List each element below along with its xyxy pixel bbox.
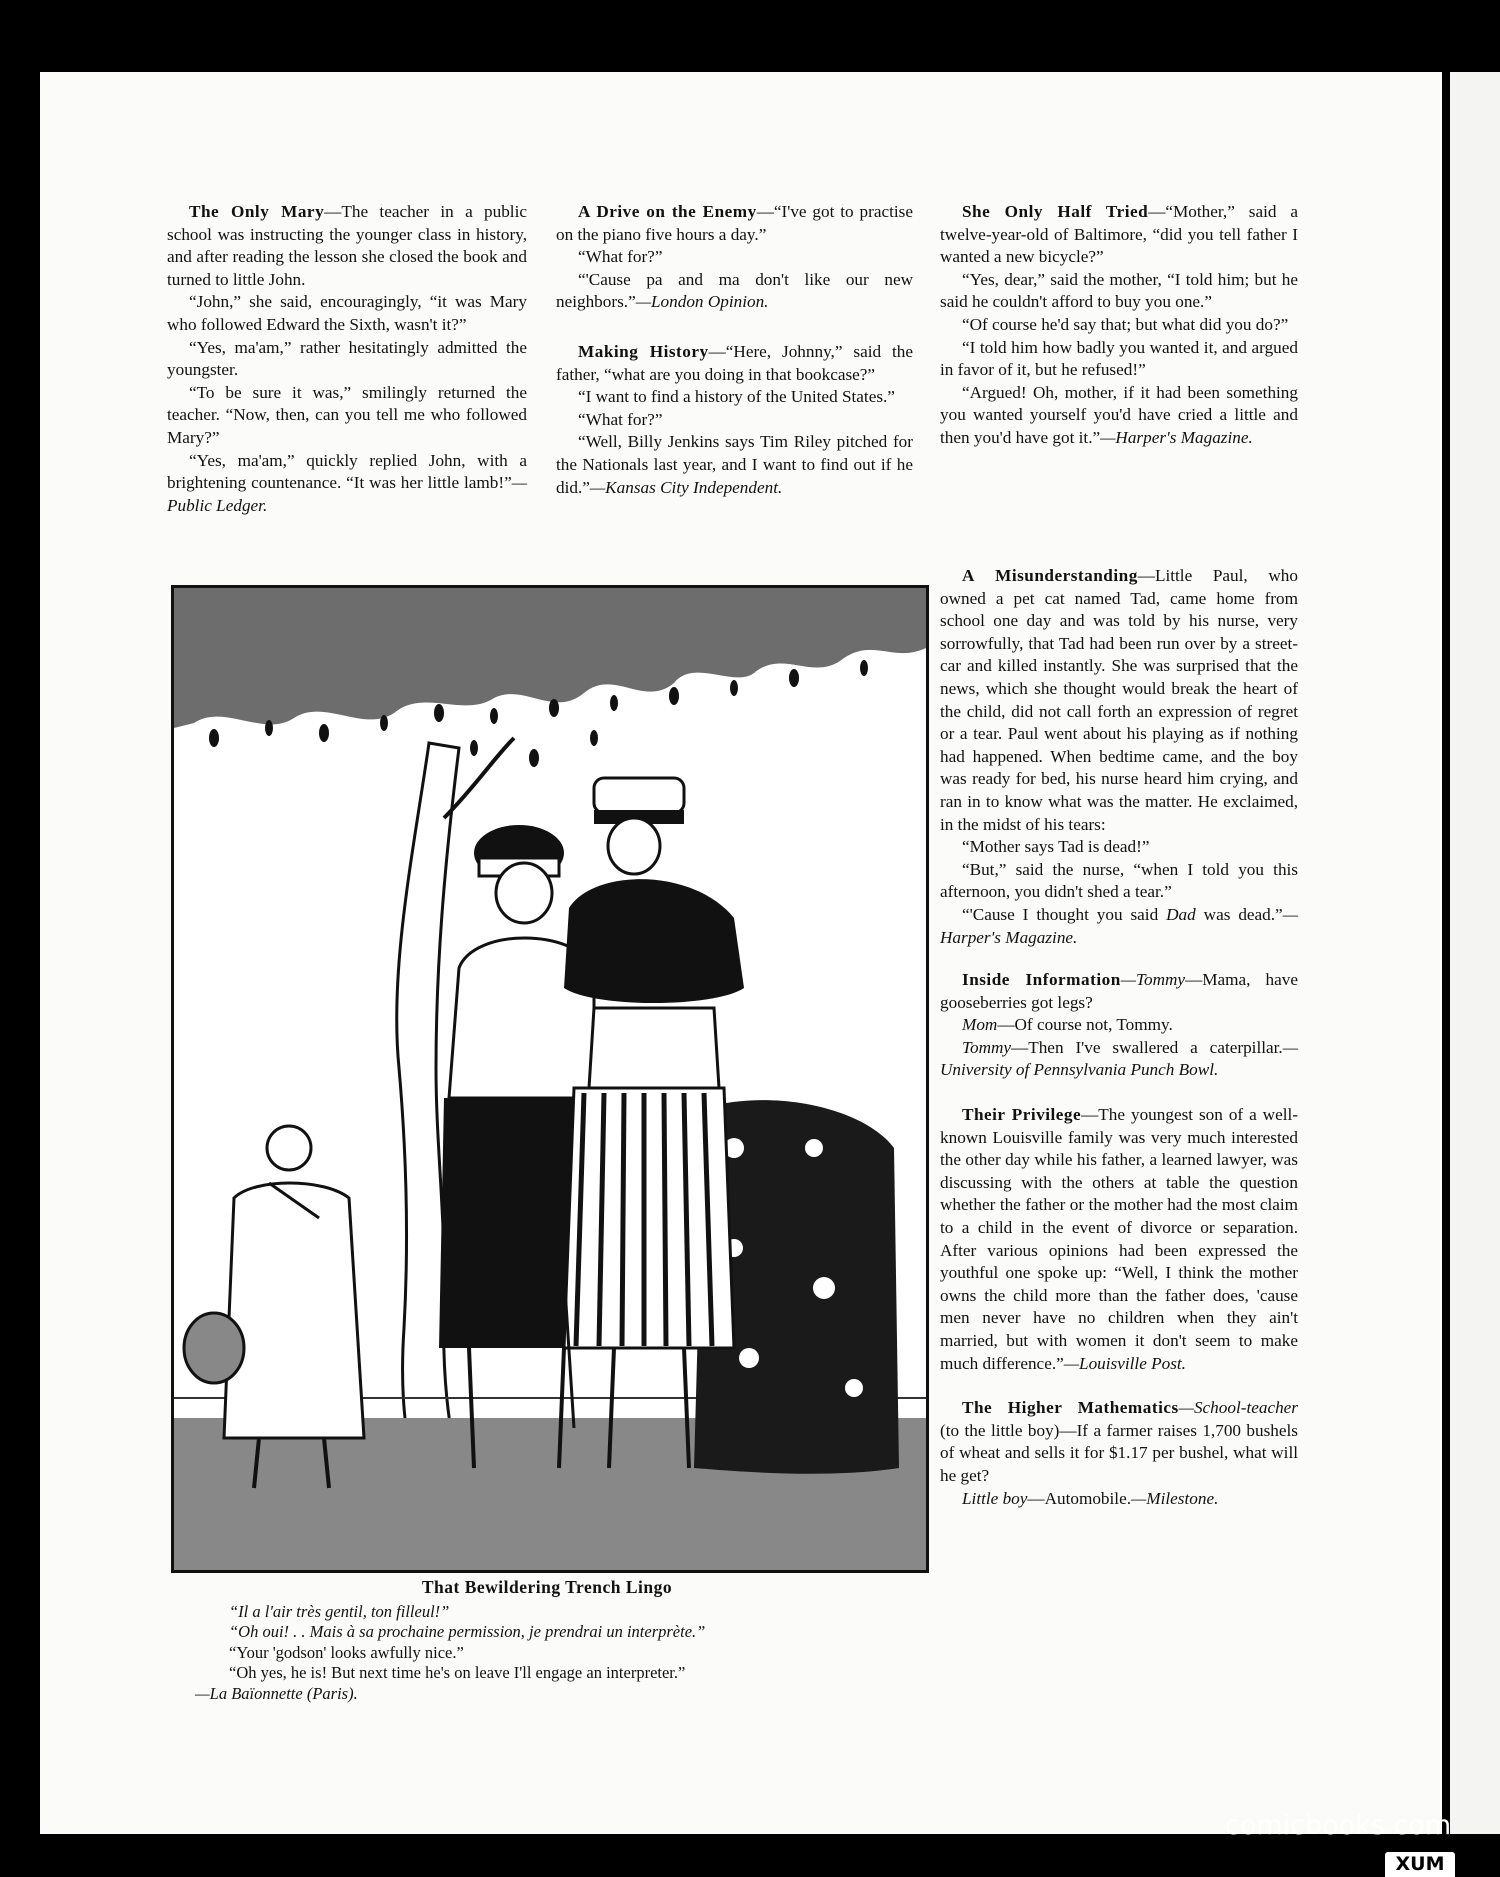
- story-source: —Kansas City Independent.: [589, 477, 783, 497]
- story-heading: A Misunderstanding: [962, 566, 1138, 585]
- caption-source: —La Baïonnette (Paris).: [195, 1683, 358, 1703]
- cartoon-title: That Bewildering Trench Lingo: [421, 1577, 673, 1597]
- story-text: —“Mother,” said a twelve-year-old of Baltimore, “did you tell father I wanted a new bicycle?”: [940, 202, 1298, 267]
- story-paragraph: “Well, Billy Jenkins says Tim Riley pitched for the Nationals last year, and I want to find out if he did.”: [556, 432, 913, 497]
- story-paragraph: “'Cause pa and ma don't like our new neighbors.”: [556, 269, 913, 312]
- story-source: —London Opinion.: [635, 292, 769, 312]
- story-paragraph: “Mother says Tad is dead!”: [962, 837, 1150, 857]
- story-text: —Of course not, Tommy.: [997, 1015, 1173, 1035]
- story-higher-mathematics: [940, 1397, 1298, 1510]
- story-half-tried: [940, 201, 1298, 450]
- cartoon-caption: [171, 1577, 923, 1704]
- story-emphasis: Dad: [1166, 904, 1196, 924]
- story-paragraph: “Yes, ma'am,” rather hesitatingly admitted the youngster.: [167, 337, 527, 380]
- watermark-text: comicbooks.com: [1225, 1810, 1452, 1841]
- story-source: —Public Ledger.: [167, 473, 527, 515]
- story-heading: She Only Half Tried: [962, 202, 1149, 221]
- story-heading: The Only Mary: [189, 202, 325, 221]
- page-gutter: [1442, 72, 1450, 1834]
- story-paragraph: was dead.”: [1195, 904, 1283, 924]
- caption-english-line: “Your 'godson' looks awfully nice.”: [229, 1642, 464, 1662]
- column-3-top: [940, 201, 1298, 468]
- next-page-edge: [1450, 72, 1500, 1834]
- cartoon-drawing: [174, 588, 926, 1570]
- story-paragraph: “Yes, dear,” said the mother, “I told him; but he said he couldn't afford to buy you one.”: [940, 269, 1298, 312]
- column-1: [167, 201, 527, 535]
- story-heading: The Higher Mathematics: [962, 1398, 1179, 1418]
- speaker: Little boy: [962, 1488, 1028, 1508]
- story-paragraph: “What for?”: [578, 409, 663, 429]
- story-text: —Automobile.: [1027, 1488, 1132, 1508]
- column-2: [556, 201, 913, 517]
- speaker: Mom: [962, 1015, 998, 1035]
- story-paragraph: “I want to find a history of the United States.”: [578, 387, 895, 407]
- xum-tag: XUM: [1385, 1852, 1455, 1877]
- story-making-history: [556, 341, 913, 499]
- story-text: —Mama, have gooseberries got legs?: [940, 970, 1298, 1012]
- story-text: —The youngest son of a well-known Louisville family was very much interested the other day while his father, a learned lawyer, was discussing with the others at table the question whether the father or the mother had the most claim to a child in the event of divorce or separation. After various opinions had been expressed the youthful one spoke up: “Well, I think the mother owns the child more than the father does, 'cause men never have no children when they ain't married, but with women it don't seem to make much difference.”: [940, 1105, 1298, 1373]
- story-text: —Little Paul, who owned a pet cat named Tad, came home from school one day and was told by his nurse, very sorrowfully, that Tad had been run over by a street-car and killed instantly. She was surprised that the news, which she thought would break the heart of the child, did not call forth an expression of regret or a tear. Paul went about his playing as if nothing had happened. When bedtime came, and the boy was ready for bed, his nurse heard him crying, and ran in to know what was the matter. He exclaimed, in the midst of his tears:: [940, 566, 1298, 834]
- story-source: —Harper's Magazine.: [940, 904, 1298, 947]
- story-their-privilege: [940, 1104, 1298, 1375]
- caption-french-line: “Oh oui! . . Mais à sa prochaine permission, je prendrai un interprète.”: [229, 1622, 706, 1641]
- story-paragraph: “I told him how badly you wanted it, and argued in favor of it, but he refused!”: [940, 337, 1298, 380]
- story-source: —University of Pennsylvania Punch Bowl.: [940, 1037, 1298, 1080]
- story-paragraph: “Of course he'd say that; but what did you do?”: [962, 314, 1289, 334]
- column-3-bottom: [940, 565, 1298, 1528]
- cartoon-illustration: [171, 585, 929, 1573]
- story-heading: Their Privilege: [962, 1105, 1082, 1125]
- speaker: —Tommy: [1120, 970, 1186, 990]
- story-paragraph: “To be sure it was,” smilingly returned the teacher. “Now, then, can you tell me who followed Mary?”: [167, 382, 527, 447]
- story-misunderstanding: [940, 565, 1298, 949]
- story-paragraph: “Yes, ma'am,” quickly replied John, with a brightening countenance. “It was her little lamb!”: [167, 450, 527, 493]
- story-text: (to the little boy)—If a farmer raises 1,700 bushels of wheat and sells it for $1.17 per bushel, what will he get?: [940, 1420, 1298, 1485]
- story-text: —“Here, Johnny,” said the father, “what are you doing in that bookcase?”: [556, 341, 913, 384]
- speaker: —School-teacher: [1178, 1398, 1298, 1418]
- story-only-mary: [167, 201, 527, 517]
- story-text: —Then I've swallered a caterpillar.: [1011, 1037, 1283, 1057]
- story-paragraph: “But,” said the nurse, “when I told you this afternoon, you didn't shed a tear.”: [940, 859, 1298, 902]
- story-text: —The teacher in a public school was instructing the younger class in history, and after reading the lesson she closed the book and turned to little John.: [167, 202, 527, 289]
- story-source: —Milestone.: [1131, 1488, 1219, 1508]
- story-inside-information: [940, 969, 1298, 1082]
- story-heading: Making History: [578, 341, 709, 361]
- caption-english-line: “Oh yes, he is! But next time he's on leave I'll engage an interpreter.”: [229, 1663, 686, 1682]
- story-drive-on-enemy: [556, 201, 913, 314]
- story-paragraph: “'Cause I thought you said: [962, 904, 1167, 924]
- speaker: Tommy: [962, 1037, 1012, 1057]
- story-source: —Louisville Post.: [1063, 1353, 1186, 1373]
- story-heading: Inside Information: [962, 970, 1121, 990]
- story-heading: A Drive on the Enemy: [578, 202, 757, 221]
- story-paragraph: “John,” she said, encouragingly, “it was Mary who followed Edward the Sixth, wasn't it?”: [167, 292, 527, 334]
- story-source: —Harper's Magazine.: [1100, 427, 1253, 447]
- caption-french-line: “Il a l'air très gentil, ton filleul!”: [229, 1601, 450, 1621]
- story-text: —“I've got to practise on the piano five hours a day.”: [556, 202, 913, 244]
- story-paragraph: “What for?”: [578, 247, 663, 267]
- story-paragraph: “Argued! Oh, mother, if it had been something you wanted yourself you'd have cried a little and then you'd have got it.”: [940, 382, 1298, 447]
